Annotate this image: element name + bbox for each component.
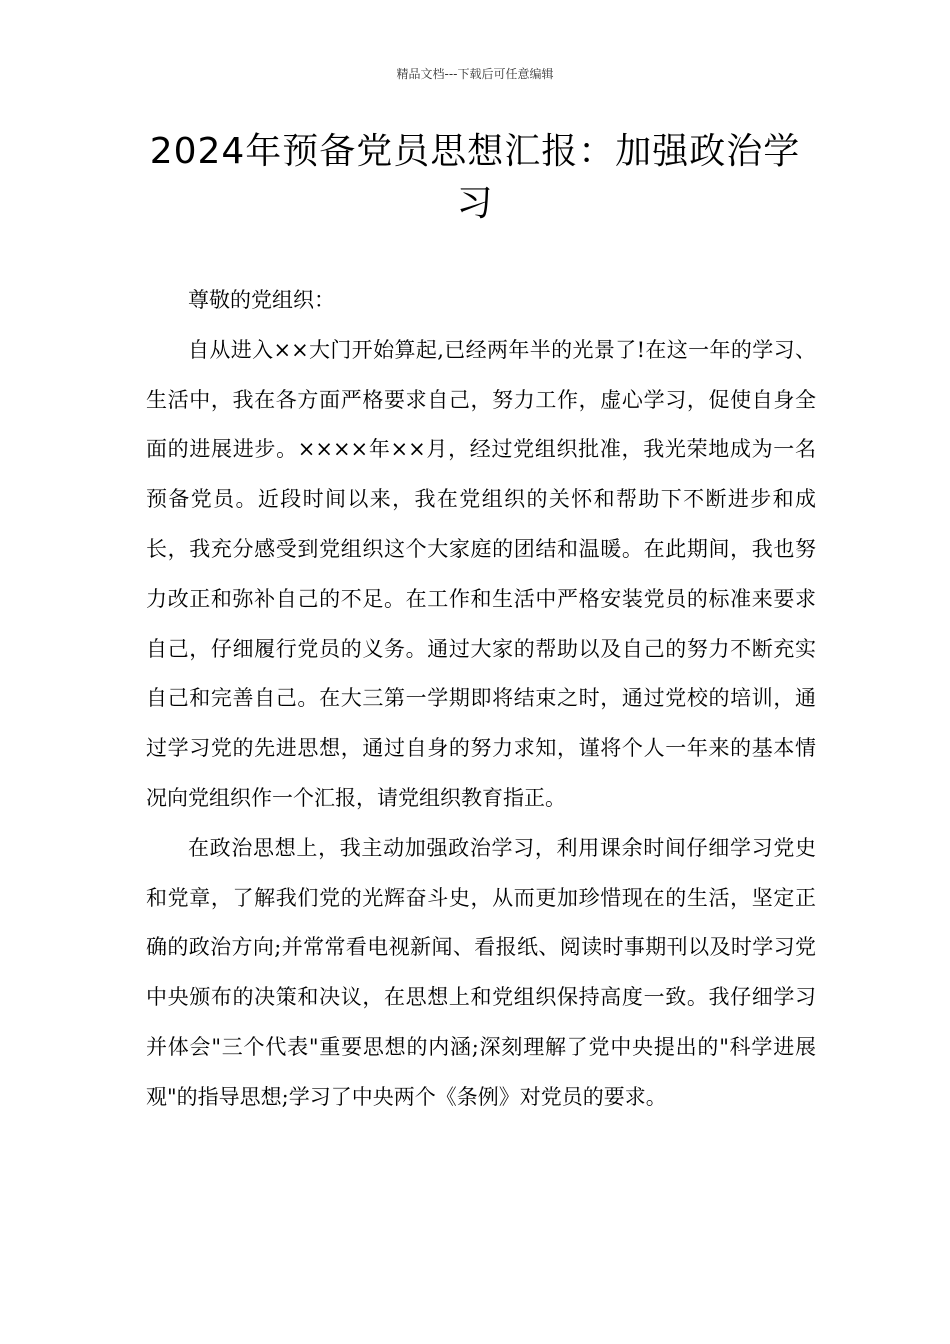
document-body [146, 276, 816, 1123]
paragraph-1: 自从进入××大门开始算起,已经两年半的光景了!在这一年的学习、生活中，我在各方面严格要求自己，努力工作，虚心学习，促使自身全面的进展进步。××××年××月，经过党组织批准，我光荣地成为一名预备党员。近段时间以来，我在党组织的关怀和帮助下不断进步和成长，我充分感受到党组织这个大家庭的团结和温暖。在此期间，我也努力改正和弥补自己的不足。在工作和生活中严格安装党员的标准来要求自己，仔细履行党员的义务。通过大家的帮助以及自己的努力不断充实自己和完善自己。在大三第一学期即将结束之时，通过党校的培训，通过学习党的先进思想，通过自身的努力求知，谨将个人一年来的基本情况向党组织作一个汇报，请党组织教育指正。 [146, 337, 816, 810]
page-header: 精品文档---下载后可任意编辑 [396, 67, 554, 81]
paragraph-2: 在政治思想上，我主动加强政治学习，利用课余时间仔细学习党史和党章，了解我们党的光辉奋斗史，从而更加珍惜现在的生活，坚定正确的政治方向;并常常看电视新闻、看报纸、阅读时事期刊以及时学习党中央颁布的决策和决议，在思想上和党组织保持高度一致。我仔细学习并体会"三个代表"重要思想的内涵;深刻理解了党中央提出的"科学进展观"的指导思想;学习了中央两个《条例》对党员的要求。 [146, 835, 816, 1109]
document-title: 2024年预备党员思想汇报：加强政治学习 [149, 131, 801, 224]
salutation: 尊敬的党组织： [188, 288, 335, 312]
